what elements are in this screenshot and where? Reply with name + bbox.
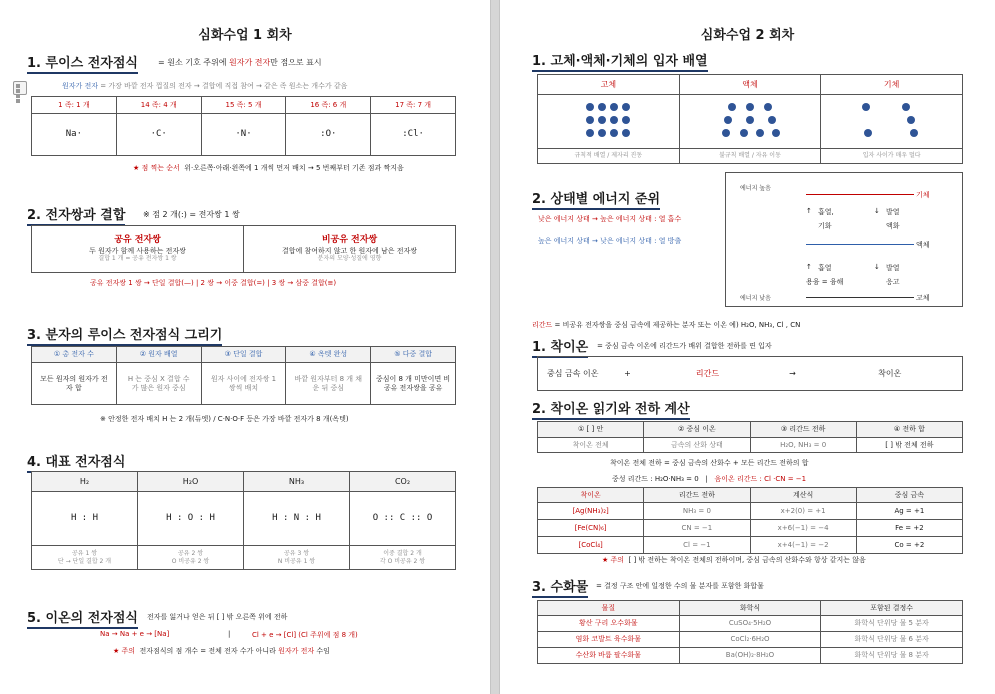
table-header: H₂	[32, 472, 138, 492]
table-header: 17 족: 7 개	[371, 97, 456, 114]
process-label: 발열	[886, 264, 900, 272]
section-heading: 2. 상태별 에너지 준위	[532, 188, 660, 210]
process-label: 흡열,	[818, 208, 834, 216]
separator: |	[228, 630, 231, 638]
arrow-icon: →	[768, 357, 818, 391]
table-cell: Co = +2	[856, 537, 962, 554]
energy-line: 높은 에너지 상태 → 낮은 에너지 상태 : 열 방출	[538, 237, 682, 245]
table-header: 물질	[538, 601, 680, 616]
step-body: 중심이 8 개 미만이면 비공유 전자쌍을 공유	[371, 363, 456, 405]
table-cell: Fe = +2	[856, 520, 962, 537]
up-arrow-icon: ↑	[806, 207, 812, 215]
gas-level-line	[806, 194, 914, 195]
solid-particles	[538, 95, 680, 149]
lewis-structure: H : O : H	[138, 492, 244, 546]
gas-particles	[821, 95, 963, 149]
table-cell: 화학식 단위당 물 5 분자	[821, 616, 963, 632]
gas-label: 기체	[916, 191, 930, 199]
ligand-definition: 리간드 = 비공유 전자쌍을 중심 금속에 제공하는 분자 또는 이온 예) H₂O, NH₃, Cl , CN	[532, 321, 801, 329]
table-header: 화학식	[679, 601, 821, 616]
table-cell: 수산화 바륨 팔수화물	[538, 648, 680, 664]
grid-icon[interactable]	[13, 81, 27, 95]
table-header: 기체	[821, 75, 963, 95]
up-arrow-icon: ↑	[806, 263, 812, 271]
lewis-structure: H : H	[32, 492, 138, 546]
down-arrow-icon: ↓	[874, 263, 880, 271]
section-heading: 5. 이온의 전자점식	[27, 607, 138, 629]
steps-table	[31, 346, 456, 405]
energy-diagram	[725, 172, 963, 307]
liquid-level-line	[806, 244, 914, 245]
table-cell: ·N·	[201, 114, 286, 156]
ion-example: Na → Na + e → [Na]	[100, 630, 170, 638]
equation-term: 착이온	[818, 357, 963, 391]
table-cell: x+6(−1) = −4	[750, 520, 856, 537]
document-page-1[interactable]	[0, 0, 490, 694]
equation-term: 리간드	[648, 357, 768, 391]
reading-steps-table	[537, 421, 963, 453]
table-cell: :Cl·	[371, 114, 456, 156]
table-header: 1 족: 1 개	[32, 97, 117, 114]
table-header: ③ 리간드 전하	[750, 422, 856, 438]
table-header: CO₂	[350, 472, 456, 492]
table-header: 착이온	[538, 488, 644, 503]
table-header: 중심 금속	[856, 488, 962, 503]
lewis-structure: H : N : H	[244, 492, 350, 546]
table-cell: x+2(0) = +1	[750, 503, 856, 520]
table-cell: 화학식 단위당 물 8 분자	[821, 648, 963, 664]
table-header: 액체	[679, 75, 821, 95]
step-header: ① 총 전자 수	[32, 347, 117, 363]
step-header: ② 원자 배열	[116, 347, 201, 363]
section-heading: 3. 수화물	[532, 576, 588, 598]
order-note: ★ 점 찍는 순서 위·오른쪽·아래·왼쪽에 1 개씩 먼저 배치 → 5 번째부터 기존 점과 짝지음	[133, 164, 404, 172]
shared-pair-cell: 공유 전자쌍 두 원자가 함께 사용하는 전자쌍 결합 1 개 = 공유 전자쌍 1 쌍	[32, 226, 244, 273]
table-cell: 입자 사이가 매우 멀다	[821, 149, 963, 164]
table-header: 고체	[538, 75, 680, 95]
table-cell: [CoCl₄]	[538, 537, 644, 554]
table-cell: Ag = +1	[856, 503, 962, 520]
table-cell: H₂O, NH₃ = 0	[750, 438, 856, 453]
table-cell: 이중 결합 2 개 각 O 비공유 2 쌍	[350, 546, 456, 570]
solid-label: 고체	[916, 294, 930, 302]
section-description: 전자를 잃거나 얻은 뒤 [ ] 밖 오른쪽 위에 전하	[147, 613, 288, 621]
step-body: 원자 사이에 전자쌍 1 쌍씩 배치	[201, 363, 286, 405]
section-description: = 중심 금속 이온에 리간드가 배위 결합한 전하를 띤 입자	[597, 342, 772, 350]
table-cell: x+4(−1) = −2	[750, 537, 856, 554]
table-cell: [ ] 밖 전체 전하	[856, 438, 962, 453]
step-body: 모든 원자의 원자가 전자 합	[32, 363, 117, 405]
charge-table	[537, 487, 963, 554]
energy-high-label: 에너지 높음	[740, 185, 771, 192]
page-gap	[490, 0, 500, 694]
page-title: 심화수업 1 회차	[198, 28, 292, 43]
process-label: 액화	[886, 222, 900, 230]
table-cell: Ba(OH)₂·8H₂O	[679, 648, 821, 664]
lewis-structure: O :: C :: O	[350, 492, 456, 546]
liquid-particles	[679, 95, 821, 149]
equation-term: 중심 금속 이온	[538, 357, 608, 391]
table-cell: 공유 2 쌍 O 비공유 2 쌍	[138, 546, 244, 570]
table-cell: NH₃ = 0	[644, 503, 750, 520]
step-body: 바깥 원자부터 8 개 채운 뒤 중심	[286, 363, 371, 405]
table-header: 계산식	[750, 488, 856, 503]
table-cell: 화학식 단위당 물 6 분자	[821, 632, 963, 648]
section-description: = 원소 기호 주위에 원자가 전자만 점으로 표시	[158, 58, 322, 67]
table-cell: :O·	[286, 114, 371, 156]
step-header: ⑤ 다중 결합	[371, 347, 456, 363]
section-heading: 2. 전자쌍과 결합	[27, 204, 125, 226]
table-header: 포함된 결정수	[821, 601, 963, 616]
lewis-table	[31, 96, 456, 156]
plus-icon: +	[608, 357, 648, 391]
section-heading: 3. 분자의 루이스 전자점식 그리기	[27, 324, 222, 346]
energy-low-label: 에너지 낮음	[740, 295, 771, 302]
table-cell: [Fe(CN)₆]	[538, 520, 644, 537]
bond-table	[31, 225, 456, 273]
step-body: H 는 중심 X 결합 수가 많은 원자 중심	[116, 363, 201, 405]
hydrate-table	[537, 600, 963, 664]
caution-note: ★ 주의 전자점식의 점 개수 = 전체 전자 수가 아니라 원자가 전자 수임	[113, 647, 330, 655]
page-title: 심화수업 2 회차	[700, 28, 795, 43]
process-label: 흡열	[818, 264, 832, 272]
states-table	[537, 74, 963, 164]
table-header: H₂O	[138, 472, 244, 492]
valence-note: 원자가 전자 = 가장 바깥 전자 껍질의 전자 → 결합에 직접 참여 → 같은 족 원소는 개수가 같음	[62, 82, 348, 90]
table-header: ① [ ] 안	[538, 422, 644, 438]
charge-rule: 착이온 전체 전하 = 중심 금속의 산화수 + 모든 리간드 전하의 합	[610, 459, 809, 467]
table-cell: 불규칙 배열 / 자유 이동	[679, 149, 821, 164]
complex-ion-equation	[537, 356, 963, 391]
table-header: NH₃	[244, 472, 350, 492]
table-cell: CN = −1	[644, 520, 750, 537]
ligand-charge-rules: 중성 리간드 : H₂O·NH₃ = 0 | 음이온 리간드 : Cl ·CN = −1	[612, 475, 807, 483]
table-cell: 공유 1 쌍 단 → 단일 결합 2 개	[32, 546, 138, 570]
process-label: 발열	[886, 208, 900, 216]
molecule-table	[31, 471, 456, 570]
section-heading: 1. 고체·액체·기체의 입자 배열	[532, 50, 708, 72]
table-header: 리간드 전하	[644, 488, 750, 503]
octet-note: ※ 안정한 전자 배치 H 는 2 개(듀엣) / C·N·O·F 등은 가장 바깥 전자가 8 개(옥텟)	[100, 415, 349, 423]
section-heading: 4. 대표 전자점식	[27, 451, 125, 473]
process-label: 용융 = 융해	[806, 278, 844, 286]
table-header: ② 중심 이온	[644, 422, 750, 438]
table-cell: 염화 코발트 육수화물	[538, 632, 680, 648]
table-cell: 규칙적 배열 / 제자리 진동	[538, 149, 680, 164]
table-header: 15 족: 5 개	[201, 97, 286, 114]
section-heading: 2. 착이온 읽기와 전하 계산	[532, 398, 690, 420]
section-heading: 1. 루이스 전자점식	[27, 52, 138, 74]
section-heading: 1. 착이온	[532, 336, 588, 358]
table-cell: Na·	[32, 114, 117, 156]
table-cell: 공유 3 쌍 N 비공유 1 쌍	[244, 546, 350, 570]
section-description: = 결정 구조 안에 일정한 수의 물 분자를 포함한 화합물	[596, 582, 764, 590]
bond-summary: 공유 전자쌍 1 쌍 → 단일 결합(—) | 2 쌍 → 이중 결합(=) | 3 쌍 → 삼중 결합(≡)	[90, 279, 337, 287]
table-cell: [Ag(NH₃)₂]	[538, 503, 644, 520]
table-cell: 금속의 산화 상태	[644, 438, 750, 453]
table-cell: CoCl₂·6H₂O	[679, 632, 821, 648]
step-header: ③ 단일 결합	[201, 347, 286, 363]
table-cell: CuSO₄·5H₂O	[679, 616, 821, 632]
lone-pair-cell: 비공유 전자쌍 결합에 참여하지 않고 한 원자에 남은 전자쌍 분자의 모양·성질에 영향	[244, 226, 456, 273]
step-header: ④ 옥텟 완성	[286, 347, 371, 363]
table-header: 16 족: 6 개	[286, 97, 371, 114]
solid-level-line	[806, 297, 914, 298]
table-cell: Cl = −1	[644, 537, 750, 554]
caution-note: ★ 주의 [ ] 밖 전하는 착이온 전체의 전하이며, 중심 금속의 산화수와 항상 같지는 않음	[602, 556, 866, 564]
document-page-2[interactable]	[500, 0, 995, 694]
process-label: 응고	[886, 278, 900, 286]
energy-line: 낮은 에너지 상태 → 높은 에너지 상태 : 열 흡수	[538, 215, 682, 223]
liquid-label: 액체	[916, 241, 930, 249]
process-label: 기화	[818, 222, 832, 230]
table-cell: 황산 구리 오수화물	[538, 616, 680, 632]
section-description: ※ 점 2 개(:) = 전자쌍 1 쌍	[143, 210, 240, 219]
down-arrow-icon: ↓	[874, 207, 880, 215]
table-cell: ·C·	[116, 114, 201, 156]
table-cell: 착이온 전체	[538, 438, 644, 453]
table-header: ④ 전하 합	[856, 422, 962, 438]
table-header: 14 족: 4 개	[116, 97, 201, 114]
ion-example: Cl + e → [Cl] (Cl 주위에 점 8 개)	[252, 631, 358, 639]
